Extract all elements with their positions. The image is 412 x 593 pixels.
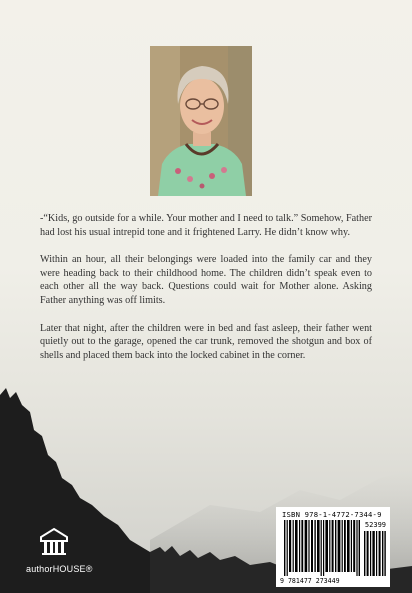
excerpt-paragraph-2: Within an hour, all their belongings were loaded into the family car and they were heading back to their childhood home. The children didn’t speak even to each other all the way back. Questions could wait for Mother alone. Asking Father anything was off limits. [40, 254, 372, 306]
barcode-digits: 9 781477 273449 [280, 577, 340, 585]
addon-barcode-bars [364, 531, 386, 576]
isbn-number: ISBN 978-1-4772-7344-9 [282, 510, 382, 519]
excerpt-paragraph-1: -“Kids, go outside for a while. Your mother and I need to talk.” Somehow, Father had lost his usual intrepid tone and it frightened Larry. He didn’t know why. [40, 213, 372, 238]
house-logo-icon [39, 527, 69, 557]
publisher-name: authorHOUSE® [26, 564, 93, 574]
price-code: 52399 [364, 521, 386, 529]
excerpt-paragraph-3: Later that night, after the children were in bed and fast asleep, their father went quietly out to the garage, opened the car trunk, removed the shotgun and box of shells and placed them back into the locked cabinet in the corner. [40, 322, 372, 361]
author-photo [150, 46, 252, 196]
isbn-barcode [276, 507, 390, 587]
publisher-logo [26, 527, 93, 574]
back-cover-excerpt [40, 212, 372, 376]
barcode-bars [284, 520, 360, 576]
author-portrait-icon [150, 46, 252, 196]
